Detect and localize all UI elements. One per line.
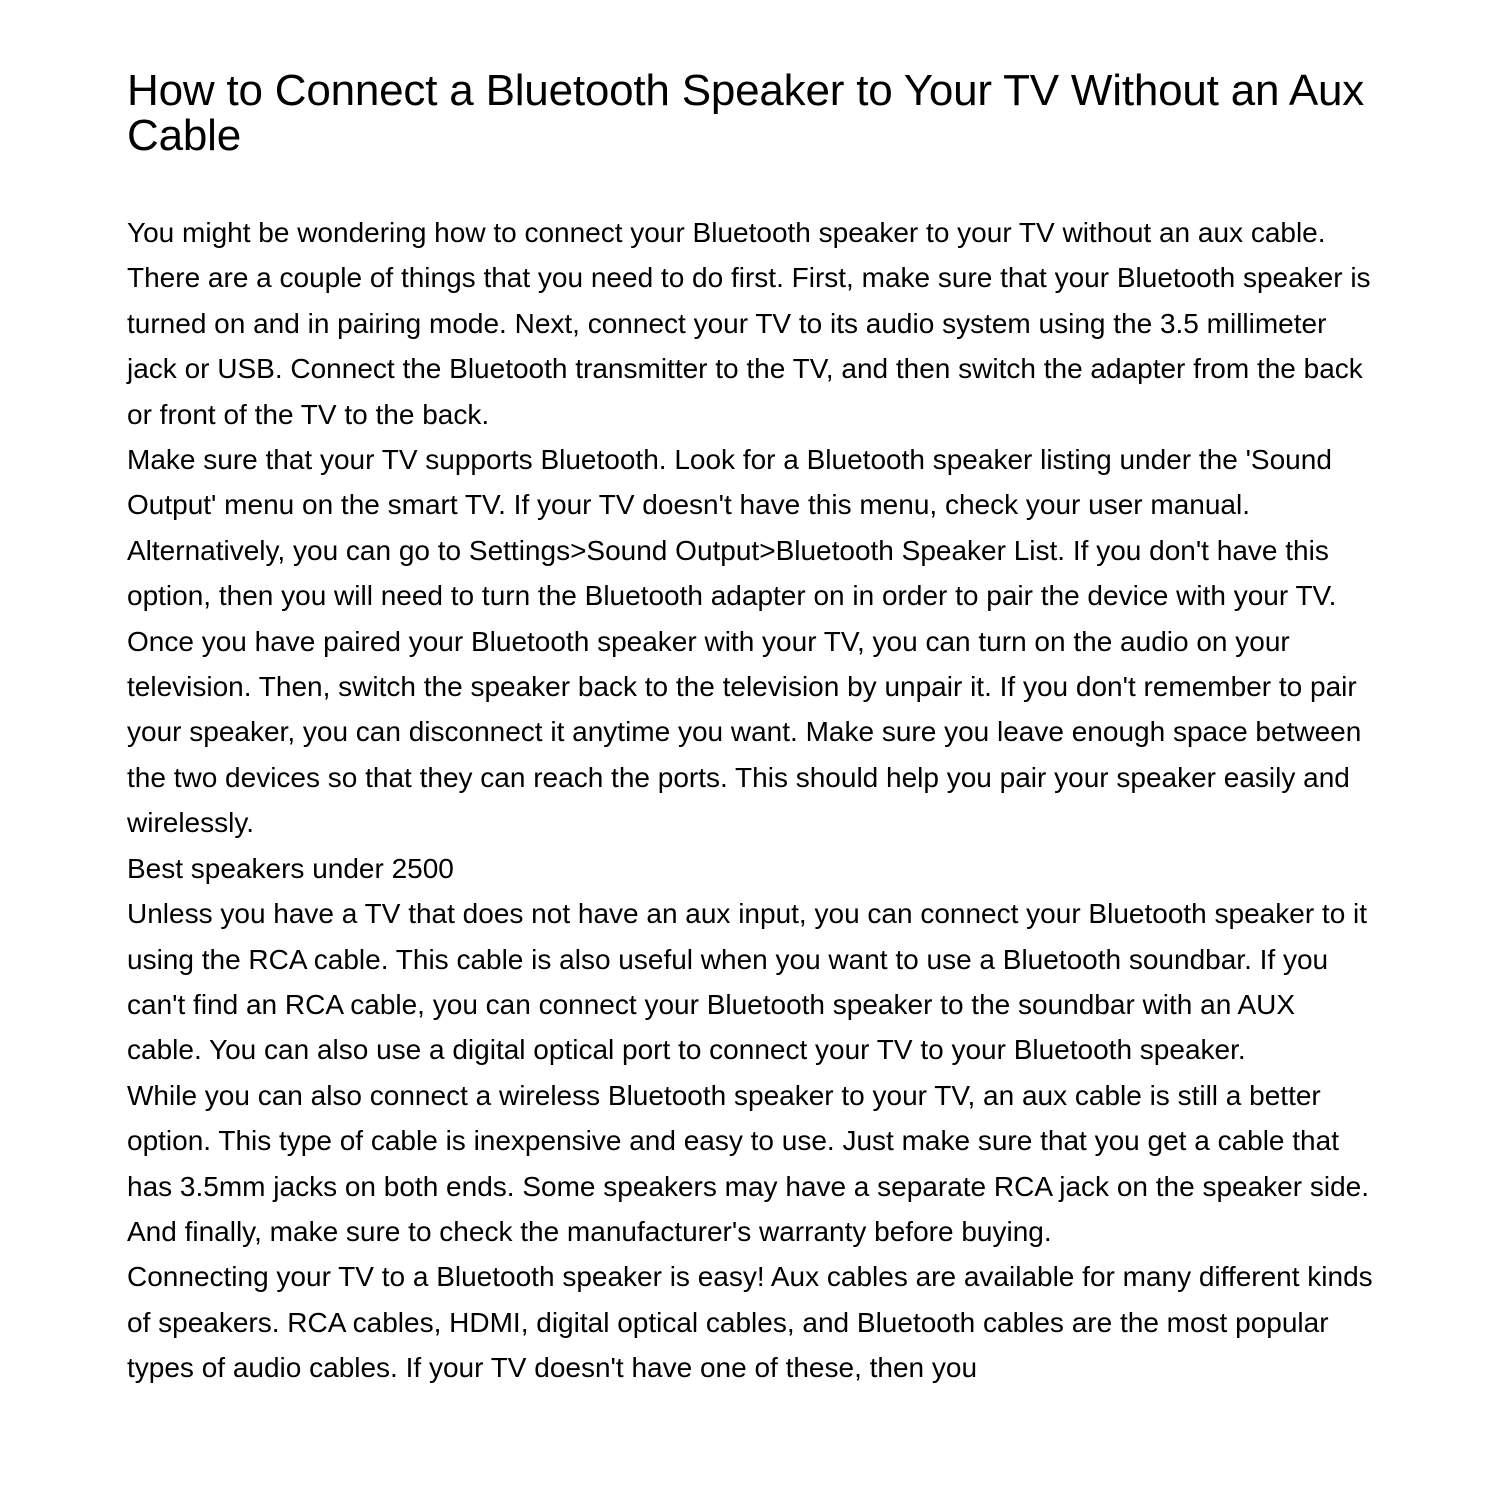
- document-title: How to Connect a Bluetooth Speaker to Your TV Without an Aux Cable: [127, 66, 1365, 160]
- best-speakers-line: Best speakers under 2500: [127, 852, 454, 884]
- paragraph-connecting-easy: Connecting your TV to a Bluetooth speaker is easy! Aux cables are available for many different kinds of speakers. RCA cables, HDMI, digital optical cables, and Bluetooth cables are the most popular types of audio cables. If your TV doesn't have one of these, then you: [127, 1261, 1373, 1384]
- paragraph-aux-better: While you can also connect a wireless Bluetooth speaker to your TV, an aux cable is still a better option. This type of cable is inexpensive and easy to use. Just make sure that you get a cable that has 3.5mm jacks on both ends. Some speakers may have a separate RCA jack on the speaker side. And finally, make sure to check the manufacturer's warranty before buying.: [127, 1079, 1369, 1247]
- document-body: [127, 210, 1377, 1391]
- paragraph-tv-support: Make sure that your TV supports Bluetooth. Look for a Bluetooth speaker listing under the 'Sound Output' menu on the smart TV. If your TV doesn't have this menu, check your user manual. Alternatively, you can go to Settings>Sound Output>Bluetooth Speaker List. If you don't have this option, then you will need to turn the Bluetooth adapter on in order to pair the device with your TV.: [127, 444, 1337, 612]
- paragraph-rca-cable: Unless you have a TV that does not have an aux input, you can connect your Bluetooth speaker to it using the RCA cable. This cable is also useful when you want to use a Bluetooth soundbar. If you can't find an RCA cable, you can connect your Bluetooth speaker to the soundbar with an AUX cable. You can also use a digital optical port to connect your TV to your Bluetooth speaker.: [127, 898, 1368, 1066]
- paragraph-after-pairing: Once you have paired your Bluetooth speaker with your TV, you can turn on the audio on your television. Then, switch the speaker back to the television by unpair it. If you don't remember to pair your speaker, you can disconnect it anytime you want. Make sure you leave enough space between the two devices so that they can reach the ports. This should help you pair your speaker easily and wirelessly.: [127, 625, 1362, 839]
- paragraph-intro: You might be wondering how to connect your Bluetooth speaker to your TV without an aux cable. There are a couple of things that you need to do first. First, make sure that your Bluetooth speaker is turned on and in pairing mode. Next, connect your TV to its audio system using the 3.5 millimeter jack or USB. Connect the Bluetooth transmitter to the TV, and then switch the adapter from the back or front of the TV to the back.: [127, 217, 1371, 430]
- document-page: [127, 68, 1377, 1391]
